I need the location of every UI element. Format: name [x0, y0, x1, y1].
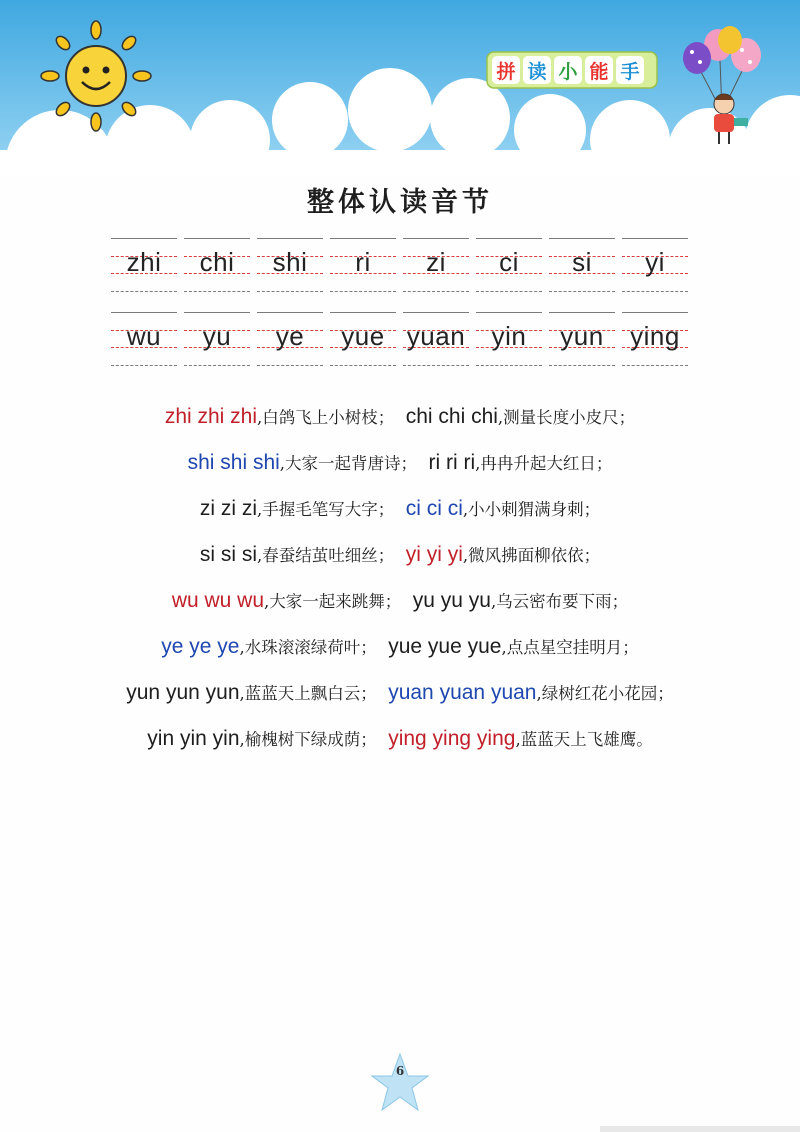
syllable-cell: [622, 312, 688, 367]
rhyme-text: ,小小刺猬满身刺；: [462, 500, 601, 519]
rhyme-separator: [377, 637, 388, 658]
syllable-grid-row-2: [111, 312, 691, 367]
writing-guide-line: [184, 238, 250, 239]
rhyme-text: ,手握毛笔写大字；: [257, 500, 395, 519]
writing-guide-line: [330, 238, 396, 239]
page-title: 整体认读音节: [307, 187, 493, 218]
writing-guide-line: [257, 291, 323, 292]
syllable-cell: [111, 238, 177, 293]
writing-guide-line: [476, 291, 542, 292]
rhyme-line: [0, 722, 800, 768]
rhyme-line: [0, 584, 800, 630]
header-banner: [0, 0, 800, 175]
syllable-cell: [330, 312, 396, 367]
syllable-cell: [403, 312, 469, 367]
syllable-cell: [111, 312, 177, 367]
syllable-text: chi: [199, 247, 235, 277]
writing-guide-line: [184, 291, 250, 292]
syllable-text: zhi: [126, 247, 162, 277]
syllable-text: ci: [499, 247, 519, 277]
rhyme-pinyin: yun yun yun: [126, 681, 240, 704]
writing-guide-line: [622, 365, 688, 366]
rhyme-separator: [394, 499, 405, 520]
syllable-text: yu: [202, 321, 232, 351]
writing-guide-line: [622, 238, 688, 239]
rhyme-pinyin: zhi zhi zhi: [164, 405, 258, 428]
syllable-cell: [330, 238, 396, 293]
writing-guide-line: [476, 312, 542, 313]
writing-guide-line: [330, 365, 396, 366]
rhyme-pinyin: shi shi shi: [187, 451, 280, 474]
syllable-text: ye: [275, 321, 305, 351]
badge-char: 能: [589, 61, 609, 83]
syllable-text: yin: [491, 321, 527, 351]
title-wrap: [0, 180, 800, 219]
page-bottom-edge: [600, 1126, 800, 1132]
writing-guide-line: [111, 312, 177, 313]
rhyme-pinyin: ci ci ci: [405, 497, 463, 520]
syllable-cell: [476, 312, 542, 367]
badge-char: 读: [527, 61, 547, 83]
writing-guide-line: [111, 238, 177, 239]
writing-guide-line: [184, 312, 250, 313]
syllable-text: yun: [560, 321, 604, 351]
writing-guide-line: [622, 291, 688, 292]
syllable-text: si: [572, 247, 592, 277]
writing-guide-line: [403, 238, 469, 239]
writing-guide-line: [549, 238, 615, 239]
writing-guide-line: [330, 312, 396, 313]
syllable-text: zi: [426, 247, 446, 277]
writing-guide-line: [111, 365, 177, 366]
syllable-cell: [622, 238, 688, 293]
syllable-cell: [257, 238, 323, 293]
rhyme-pinyin: ri ri ri: [428, 451, 476, 474]
writing-guide-line: [549, 365, 615, 366]
rhyme-text: ,蓝蓝天上飞雄鹰。: [515, 730, 653, 749]
writing-guide-line: [257, 365, 323, 366]
badge-char: 拼: [496, 61, 516, 83]
rhyme-line: [0, 446, 800, 492]
syllable-cell: [184, 312, 250, 367]
rhyme-line: [0, 630, 800, 676]
sun-icon: [41, 21, 151, 131]
syllable-cell: [257, 312, 323, 367]
rhyme-text: ,微风拂面柳依依；: [462, 546, 601, 565]
rhyme-text: ,白鸽飞上小树枝；: [257, 408, 395, 427]
section-badge: [487, 52, 657, 88]
syllable-text: wu: [126, 321, 162, 351]
rhyme-line: [0, 492, 800, 538]
rhyme-separator: [401, 591, 412, 612]
syllable-text: yue: [341, 321, 385, 351]
rhyme-pinyin: ye ye ye: [161, 635, 240, 658]
rhyme-separator: [377, 683, 388, 704]
syllable-cell: [403, 238, 469, 293]
syllable-text: ying: [630, 321, 680, 351]
rhyme-pinyin: yi yi yi: [405, 543, 463, 566]
rhyme-pinyin: zi zi zi: [199, 497, 258, 520]
writing-guide-line: [549, 312, 615, 313]
rhyme-text: ,水珠滚滚绿荷叶；: [239, 638, 377, 657]
syllable-cell: [549, 238, 615, 293]
rhyme-text: ,蓝蓝天上飘白云；: [239, 684, 377, 703]
badge-char: 小: [558, 61, 578, 83]
writing-guide-line: [476, 365, 542, 366]
syllable-text: shi: [272, 247, 308, 277]
writing-guide-line: [403, 291, 469, 292]
rhyme-text: ,春蚕结茧吐细丝；: [257, 546, 395, 565]
rhyme-text: ,点点星空挂明月；: [501, 638, 639, 657]
rhyme-text: ,乌云密布要下雨；: [490, 592, 629, 611]
rhyme-separator: [394, 407, 405, 428]
writing-guide-line: [111, 291, 177, 292]
star-icon: [372, 1054, 428, 1110]
rhyme-line: [0, 538, 800, 584]
rhyme-pinyin: yu yu yu: [412, 589, 491, 612]
rhyme-line: [0, 676, 800, 722]
syllable-text: yuan: [406, 321, 466, 351]
rhyme-pinyin: si si si: [199, 543, 258, 566]
rhyme-pinyin: wu wu wu: [171, 589, 265, 612]
rhyme-pinyin: yue yue yue: [388, 635, 502, 658]
rhyme-line: [0, 400, 800, 446]
writing-guide-line: [257, 312, 323, 313]
rhyme-text: ,榆槐树下绿成荫；: [239, 730, 377, 749]
writing-guide-line: [476, 238, 542, 239]
writing-guide-line: [622, 312, 688, 313]
writing-guide-line: [403, 365, 469, 366]
badge-char: 手: [620, 61, 640, 83]
rhyme-text: ,测量长度小皮尺；: [497, 408, 636, 427]
writing-guide-line: [549, 291, 615, 292]
syllable-cell: [476, 238, 542, 293]
writing-guide-line: [184, 365, 250, 366]
writing-guide-line: [330, 291, 396, 292]
rhyme-separator: [394, 545, 405, 566]
rhyme-pinyin: chi chi chi: [405, 405, 498, 428]
rhyme-separator: [417, 453, 428, 474]
page-number: 6: [395, 1064, 405, 1078]
syllable-cell: [549, 312, 615, 367]
writing-guide-line: [257, 238, 323, 239]
rhyme-pinyin: yin yin yin: [147, 727, 240, 750]
rhyme-text: ,大家一起来跳舞；: [264, 592, 402, 611]
rhyme-pinyin: ying ying ying: [388, 727, 516, 750]
syllable-cell: [184, 238, 250, 293]
rhyme-list: [0, 400, 800, 768]
rhyme-separator: [377, 729, 388, 750]
syllable-text: ri: [355, 247, 371, 277]
syllable-grid-row-1: [111, 238, 691, 293]
rhyme-pinyin: yuan yuan yuan: [388, 681, 537, 704]
rhyme-text: ,大家一起背唐诗；: [279, 454, 418, 473]
writing-guide-line: [403, 312, 469, 313]
rhyme-text: ,冉冉升起大红日；: [475, 454, 613, 473]
rhyme-text: ,绿树红花小花园；: [536, 684, 674, 703]
syllable-text: yi: [645, 247, 665, 277]
